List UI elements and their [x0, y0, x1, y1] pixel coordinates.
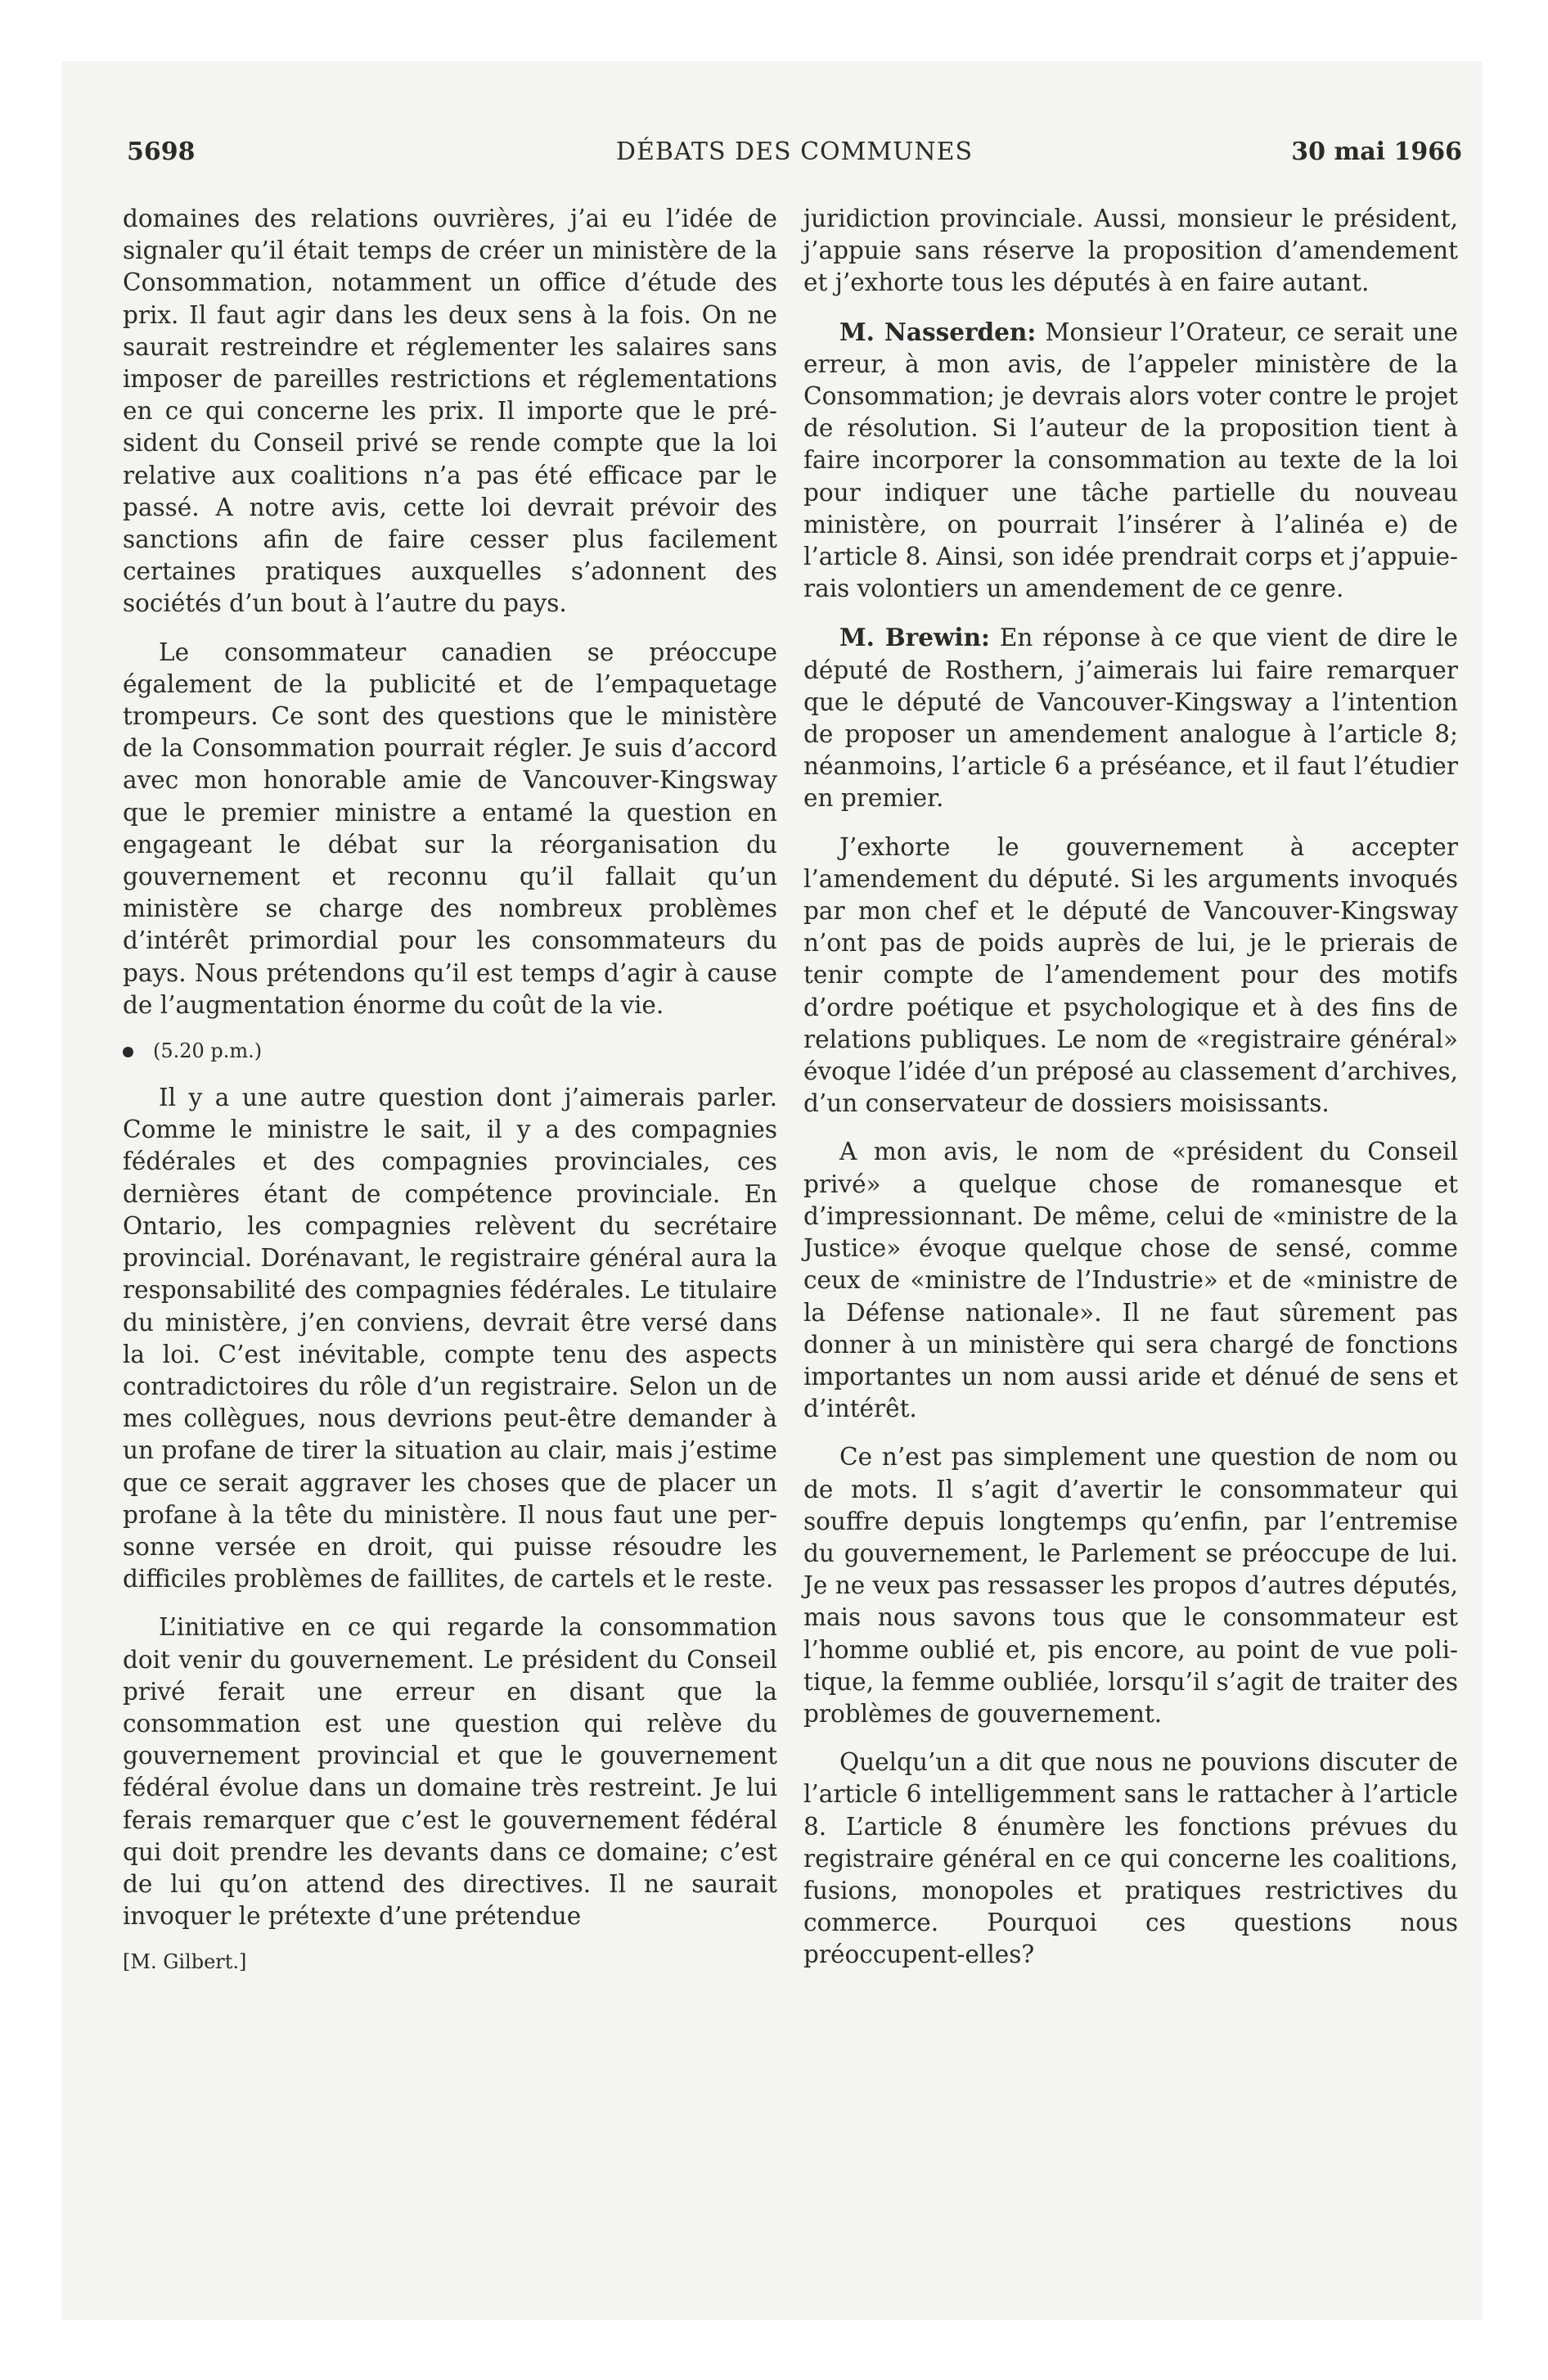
paragraph: Ce n’est pas simplement une question de nom ou de mots. Il s’agit d’avertir le consommateur qui souffre depuis longtemps qu’enfin, par l’entremise du gouvernement, le Parlement se préoccupe de lui. Je ne veux pas ressasser les propos d’autres députés, mais nous savons tous que le consommateur est l’homme oublié et, pis encore, au point de vue politique, la femme oubliée, lorsqu’il s’agit de traiter des problèmes de gouvernement. — [803, 1443, 1458, 1728]
page-number: 5698 — [127, 137, 196, 166]
paragraph: L’initiative en ce qui regarde la consommation doit venir du gouvernement. Le président du Conseil privé ferait une erreur en disant que la consommation est une question qui relève du gouvernement provincial et que le gouvernement fédéral évolue dans un domaine très restreint. Je lui ferais remarquer que c’est le gouvernement fédéral qui doit prendre les devants dans ce domaine; c’est de lui qu’on attend des directives. Il ne saurait invoquer le prétexte d’une prétendue — [123, 1613, 777, 1931]
right-column — [803, 203, 1458, 1988]
left-column — [123, 203, 777, 1975]
paragraph: juridiction provinciale. Aussi, monsieur le président, j’appuie sans réserve la proposition d’amendement et j’exhorte tous les députés à en faire autant. — [803, 205, 1458, 297]
speech — [803, 316, 1458, 606]
paragraph: A mon avis, le nom de «président du Conseil privé» a quelque chose de romanesque et d’impressionnant. De même, celui de «ministre de la Justice» évoque quelque chose de sensé, comme ceux de «ministre de l’Industrie» et de «ministre de la Défense nationale». Il ne faut sûrement pas donner à un ministère qui sera chargé de fonctions importantes un nom aussi aride et dénué de sens et d’intérêt. — [803, 1138, 1458, 1423]
paragraph: Le consommateur canadien se préoccupe également de la publicité et de l’empaquetage trompeurs. Ce sont des questions que le ministère de la Consommation pourrait régler. Je suis d’accord avec mon honorable amie de Vancouver-Kingsway que le premier ministre a entamé la question en engageant le débat sur la réorganisation du gouvernement et reconnu qu’il fallait qu’un ministère se charge des nombreux problèmes d’intérêt primordial pour les consommateurs du pays. Nous prétendons qu’il est temps d’agir à cause de l’augmentation énorme du coût de la vie. — [123, 638, 777, 1019]
speaker-name: M. Nasserden: — [839, 317, 1037, 346]
paragraph: J’exhorte le gouvernement à accepter l’amendement du député. Si les arguments invoqués par mon chef et le député de Vancouver-Kingsway n’ont pas de poids auprès de lui, je le prierais de tenir compte de l’amendement pour des motifs d’ordre poétique et psychologique et à des fins de relations publiques. Le nom de «registraire général» évoque l’idée d’un préposé au classement d’archives, d’un conservateur de dossiers moisissants. — [803, 832, 1458, 1118]
speech — [803, 621, 1458, 814]
running-head — [127, 137, 1462, 174]
speaker-attribution: [M. Gilbert.] — [123, 1950, 247, 1974]
running-title: DÉBATS DES COMMUNES — [615, 137, 974, 166]
time-marker-text: (5.20 p.m.) — [153, 1039, 263, 1063]
bullet-dot-icon — [123, 1047, 133, 1057]
time-marker — [123, 1038, 777, 1064]
speaker-name: M. Brewin: — [839, 623, 990, 652]
speech-text: En réponse à ce que vient de dire le député de Rosthern, j’aimerais lui faire remarquer que le député de Vancouver-Kingsway a l’intention de proposer un amendement analogue à l’article 8; néanmoins, l’article 6 a préséance, et il faut l’étudier en premier. — [803, 624, 1458, 813]
paragraph: domaines des relations ouvrières, j’ai eu l’idée de signaler qu’il était temps de créer un ministère de la Consommation, notamment un office d’étude des prix. Il faut agir dans les deux sens à la fois. On ne saurait restreindre et réglementer les salaires sans imposer de pareilles restrictions et réglementations en ce qui concerne les prix. Il importe que le président du Conseil privé se rende compte que la loi relative aux coalitions n’a pas été efficace par le passé. A notre avis, cette loi devrait prévoir des sanctions afin de faire cesser plus facilement certaines pratiques auxquelles s’adonnent des sociétés d’un bout à l’autre du pays. — [123, 205, 777, 618]
page-date: 30 mai 1966 — [1291, 137, 1462, 166]
paragraph: Quelqu’un a dit que nous ne pouvions discuter de l’article 6 intelligemment sans le rattacher à l’article 8. L’article 8 énumère les fonctions prévues du registraire général en ce qui concerne les coalitions, fusions, monopoles et pratiques restrictives du commerce. Pourquoi ces questions nous préoccupent-elles? — [803, 1748, 1458, 1969]
paragraph: Il y a une autre question dont j’aimerais parler. Comme le ministre le sait, il y a des compagnies fédérales et des compagnies provinciales, ces dernières étant de compétence provinciale. En Ontario, les compagnies relèvent du secrétaire provincial. Dorénavant, le registraire général aura la responsabilité des compagnies fédérales. Le titulaire du ministère, j’en conviens, devrait être versé dans la loi. C’est inévitable, compte tenu des aspects contradictoires du rôle d’un registraire. Selon un de mes collègues, nous devrions peut-être demander à un profane de tirer la situation au clair, mais j’estime que ce serait aggraver les choses que de placer un profane à la tête du ministère. Il nous faut une personne versée en droit, qui puisse résoudre les difficiles problèmes de faillites, de cartels et le reste. — [123, 1084, 777, 1593]
speech-text: Monsieur l’Orateur, ce serait une erreur, à mon avis, de l’appeler ministère de la Consommation; je devrais alors voter contre le projet de résolution. Si l’auteur de la proposition tient à faire incorporer la consommation au texte de la loi pour indiquer une tâche partielle du nouveau ministère, on pourrait l’insérer à l’alinéa e) de l’article 8. Ainsi, son idée prendrait corps et j’appuierais volontiers un amendement de ce genre. — [803, 318, 1458, 603]
